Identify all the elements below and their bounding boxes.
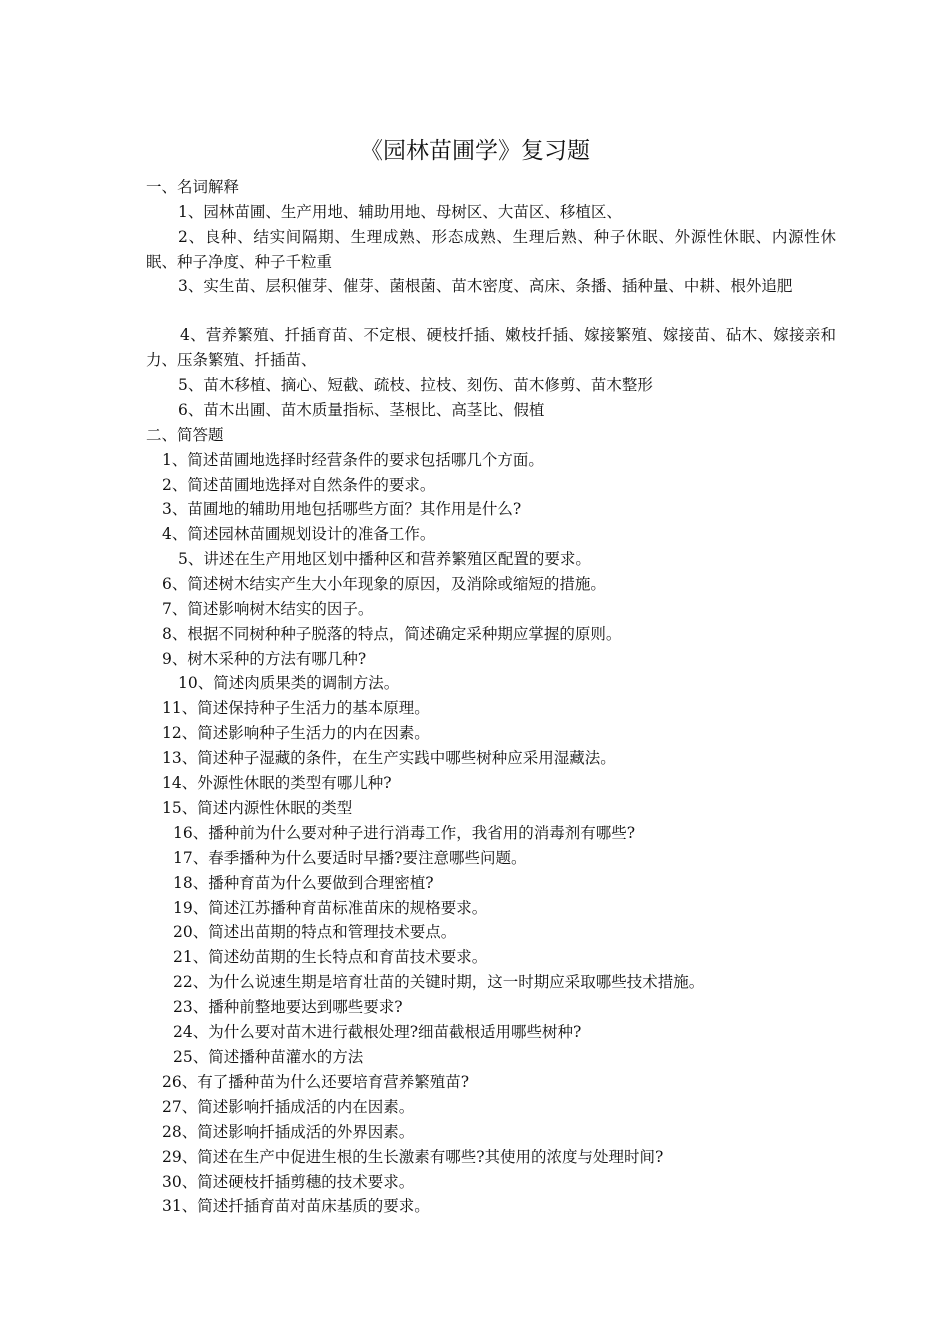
question-item-16: 16、播种前为什么要对种子进行消毒工作，我省用的消毒剂有哪些?	[173, 824, 636, 842]
question-item-8: 8、根据不同树种种子脱落的特点，简述确定采种期应掌握的原则。	[162, 625, 622, 643]
question-item-3: 3、苗圃地的辅助用地包括哪些方面？其作用是什么?	[162, 500, 522, 518]
question-item-17: 17、春季播种为什么要适时早播?要注意哪些问题。	[173, 849, 527, 867]
definition-item-6: 6、苗木出圃、苗木质量指标、茎根比、高茎比、假植	[178, 401, 545, 419]
question-item-26: 26、有了播种苗为什么还要培育营养繁殖苗?	[162, 1073, 470, 1091]
definition-item-4: 4、营养繁殖、扦插育苗、不定根、硬枝扦插、嫩枝扦插、嫁接繁殖、嫁接苗、砧木、嫁接亲和力、压条繁殖、扦插苗、	[146, 326, 836, 369]
question-item-20: 20、简述出苗期的特点和管理技术要点。	[173, 923, 457, 941]
question-item-24: 24、为什么要对苗木进行截根处理?细苗截根适用哪些树种?	[173, 1023, 582, 1041]
question-item-14: 14、外源性休眠的类型有哪儿种?	[162, 774, 392, 792]
question-item-4: 4、简述园林苗圃规划设计的准备工作。	[162, 525, 436, 543]
question-item-27: 27、简述影响扦插成活的内在因素。	[162, 1098, 415, 1116]
question-item-6: 6、简述树木结实产生大小年现象的原因，及消除或缩短的措施。	[162, 575, 606, 593]
question-item-29: 29、简述在生产中促进生根的生长激素有哪些?其使用的浓度与处理时间?	[162, 1148, 664, 1166]
definition-item-2: 2、良种、结实间隔期、生理成熟、形态成熟、生理后熟、种子休眠、外源性休眠、内源性休眠、种子净度、种子千粒重	[146, 228, 836, 271]
question-item-12: 12、简述影响种子生活力的内在因素。	[162, 724, 430, 742]
section-heading-definitions: 一、名词解释	[146, 178, 240, 196]
question-item-30: 30、简述硬枝扦插剪穗的技术要求。	[162, 1173, 415, 1191]
question-item-7: 7、简述影响树木结实的因子。	[162, 600, 374, 618]
question-item-18: 18、播种育苗为什么要做到合理密植?	[173, 874, 434, 892]
definition-item-1: 1、园林苗圃、生产用地、辅助用地、母树区、大苗区、移植区、	[178, 203, 622, 221]
question-item-22: 22、为什么说速生期是培育壮苗的关键时期，这一时期应采取哪些技术措施。	[173, 973, 705, 991]
question-item-23: 23、播种前整地要达到哪些要求?	[173, 998, 403, 1016]
question-item-11: 11、简述保持种子生活力的基本原理。	[162, 699, 430, 717]
section-heading-short-answer: 二、简答题	[146, 426, 224, 444]
question-item-21: 21、简述幼苗期的生长特点和育苗技术要求。	[173, 948, 488, 966]
definition-item-5: 5、苗木移植、摘心、短截、疏枝、拉枝、刻伤、苗木修剪、苗木整形	[178, 376, 653, 394]
question-item-1: 1、简述苗圃地选择时经营条件的要求包括哪几个方面。	[162, 451, 544, 469]
question-item-31: 31、简述扦插育苗对苗床基质的要求。	[162, 1197, 430, 1215]
question-item-5: 5、讲述在生产用地区划中播种区和营养繁殖区配置的要求。	[178, 550, 591, 568]
definition-item-3: 3、实生苗、层积催芽、催芽、菌根菌、苗木密度、高床、条播、插种量、中耕、根外追肥	[178, 277, 793, 295]
question-item-28: 28、简述影响扦插成活的外界因素。	[162, 1123, 415, 1141]
question-item-13: 13、简述种子湿藏的条件，在生产实践中哪些树种应采用湿藏法。	[162, 749, 616, 767]
document-title: 《园林苗圃学》复习题	[360, 138, 590, 164]
question-item-2: 2、简述苗圃地选择对自然条件的要求。	[162, 476, 436, 494]
question-item-10: 10、简述肉质果类的调制方法。	[178, 674, 400, 692]
question-item-9: 9、树木采种的方法有哪几种?	[162, 650, 367, 668]
question-item-25: 25、简述播种苗灌水的方法	[173, 1048, 364, 1066]
question-item-15: 15、简述内源性休眠的类型	[162, 799, 353, 817]
question-item-19: 19、简述江苏播种育苗标准苗床的规格要求。	[173, 899, 488, 917]
